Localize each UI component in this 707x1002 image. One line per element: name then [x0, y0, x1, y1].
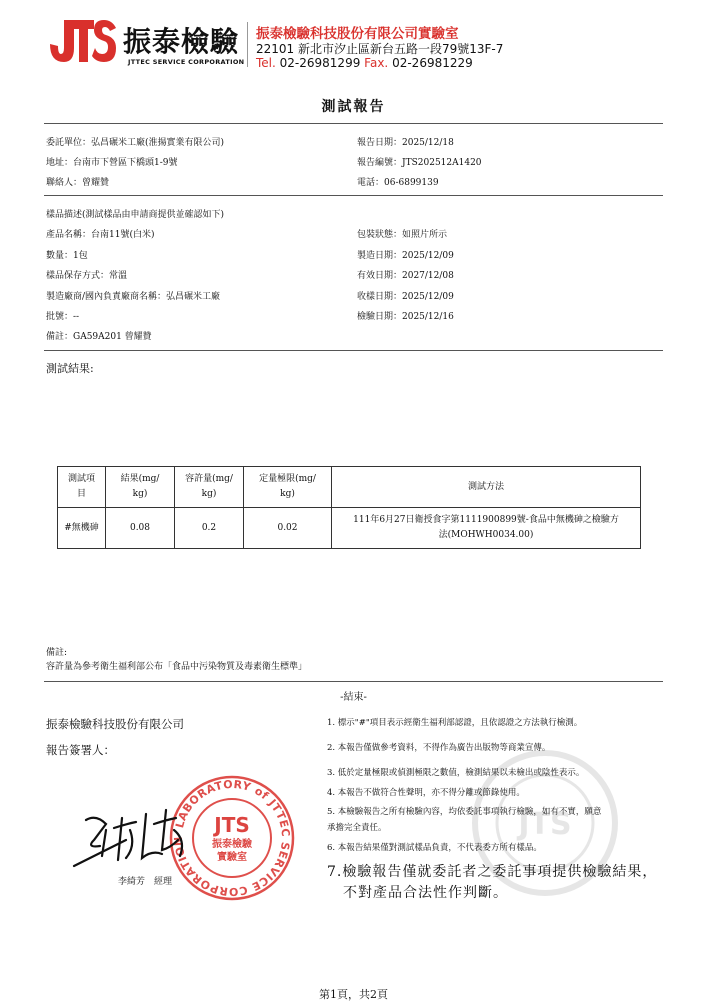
- note-item: 2. 本報告僅做參考資料，不得作為廣告出版物等商業宣傳。: [327, 743, 551, 753]
- end-mark: -結束-: [340, 692, 367, 703]
- header-result: 結果(mg/ kg): [106, 467, 175, 508]
- contact-person: 聯絡人：曾耀贊: [46, 178, 110, 188]
- test-date: 檢驗日期：2025/12/16: [357, 312, 454, 322]
- results-table: [57, 466, 641, 549]
- results-label: 測試結果:: [46, 362, 94, 375]
- tel-label: Tel.: [256, 56, 276, 70]
- page-title: 測試報告: [321, 99, 386, 115]
- receive-date: 收樣日期：2025/12/09: [357, 292, 454, 302]
- jts-logo: [44, 14, 118, 66]
- brand-name-cn: 振泰檢驗: [123, 25, 240, 58]
- seal-line2: 實驗室: [217, 852, 247, 863]
- remarks-text: 容許量為參考衛生福利部公布「食品中污染物質及毒素衛生標準」: [46, 662, 308, 672]
- report-date: 報告日期：2025/12/18: [357, 138, 454, 148]
- header-limit: 定量極限(mg/ kg): [244, 467, 332, 508]
- table-row: [58, 508, 641, 549]
- header-divider: [247, 22, 248, 67]
- cell-tolerance: 0.2: [175, 508, 244, 549]
- company-name: 振泰檢驗科技股份有限公司實驗室: [256, 26, 459, 42]
- divider: [44, 123, 663, 124]
- report-number: 報告編號：JTS202512A1420: [357, 158, 482, 168]
- divider: [44, 681, 663, 682]
- signer-label: 報告簽署人：: [46, 743, 115, 757]
- note-item: 4. 本報告不做符合性聲明，亦不得分離或節錄使用。: [327, 788, 525, 798]
- sample-remark: 備註：GA59A201 曾耀贊: [46, 332, 152, 342]
- note-item: 5. 本檢驗報告之所有檢驗內容，均依委託事項執行檢驗，如有不實，願意: [327, 807, 602, 817]
- cell-item: #無機砷: [58, 508, 106, 549]
- manufacturer: 製造廠商/國內負責廠商名稱：弘昌碾米工廠: [46, 292, 221, 302]
- divider: [44, 350, 663, 351]
- entrust-unit: 委託單位：弘昌碾米工廠(淮揚實業有限公司): [46, 138, 225, 148]
- table-header-row: [58, 467, 641, 508]
- page-number: 第1頁，共2頁: [319, 988, 388, 1001]
- manufacture-date: 製造日期：2025/12/09: [357, 251, 454, 261]
- company-address: 22101 新北市汐止區新台五路一段79號13F-7: [256, 42, 504, 56]
- brand-name-en: JTTEC SERVICE CORPORATION: [128, 58, 245, 66]
- expiry-date: 有效日期：2027/12/08: [357, 271, 454, 281]
- batch-number: 批號：--: [46, 312, 80, 322]
- cell-result: 0.08: [106, 508, 175, 549]
- note-item: 3. 低於定量極限或偵測極限之數值，檢測結果以未檢出或陰性表示。: [327, 768, 585, 778]
- storage-method: 樣品保存方式：常溫: [46, 271, 128, 281]
- company-contact: [256, 56, 473, 70]
- fax-number: 02-26981229: [392, 56, 473, 70]
- signer-position: 經理: [154, 877, 173, 887]
- divider: [44, 195, 663, 196]
- header-tolerance: 容許量(mg/ kg): [175, 467, 244, 508]
- note-item: 1. 標示"#"項目表示經衛生福利部認證，且依認證之方法執行檢測。: [327, 718, 583, 728]
- note-item: 承擔完全責任。: [327, 823, 387, 833]
- cell-method: 111年6月27日衛授食字第1111900899號-食品中無機砷之檢驗方 法(MOHWH0034.00): [332, 508, 641, 549]
- product-name: 產品名稱：台南11號(白米): [46, 230, 155, 240]
- note-7-line1: 7.檢驗報告僅就委託者之委託事項提供檢驗結果，: [327, 864, 658, 880]
- note-7-line2: 不對產品合法性作判斷。: [343, 885, 508, 901]
- signature-company: 振泰檢驗科技股份有限公司: [46, 717, 184, 731]
- remarks-label: 備註:: [46, 648, 68, 658]
- fax-label: Fax.: [364, 56, 389, 70]
- seal-ring-text: LABORATORY of JTTEC SERVICE CORPORATION: [171, 777, 293, 899]
- client-phone: 電話：06-6899139: [357, 178, 439, 188]
- cell-limit: 0.02: [244, 508, 332, 549]
- tel-number: 02-26981299: [279, 56, 361, 70]
- svg-text:JTS: JTS: [518, 807, 572, 842]
- header-method: 測試方法: [332, 467, 641, 508]
- handwritten-signature: [66, 800, 206, 878]
- client-address: 地址：台南市下營區下橋頭1-9號: [46, 158, 178, 168]
- note-item: 6. 本報告結果僅對測試樣品負責，不代表委方所有樣品。: [327, 843, 542, 853]
- seal-line1: 振泰檢驗: [212, 839, 252, 850]
- sample-description: 樣品描述(測試樣品由申請商提供並確認如下): [46, 210, 225, 220]
- header-item: 測試項 目: [58, 467, 106, 508]
- packaging-status: 包裝狀態：如照片所示: [357, 230, 448, 240]
- sample-quantity: 數量：1包: [46, 251, 88, 261]
- printed-signer-name: 李綺芳: [118, 877, 146, 887]
- seal-logo: JTS: [214, 813, 250, 837]
